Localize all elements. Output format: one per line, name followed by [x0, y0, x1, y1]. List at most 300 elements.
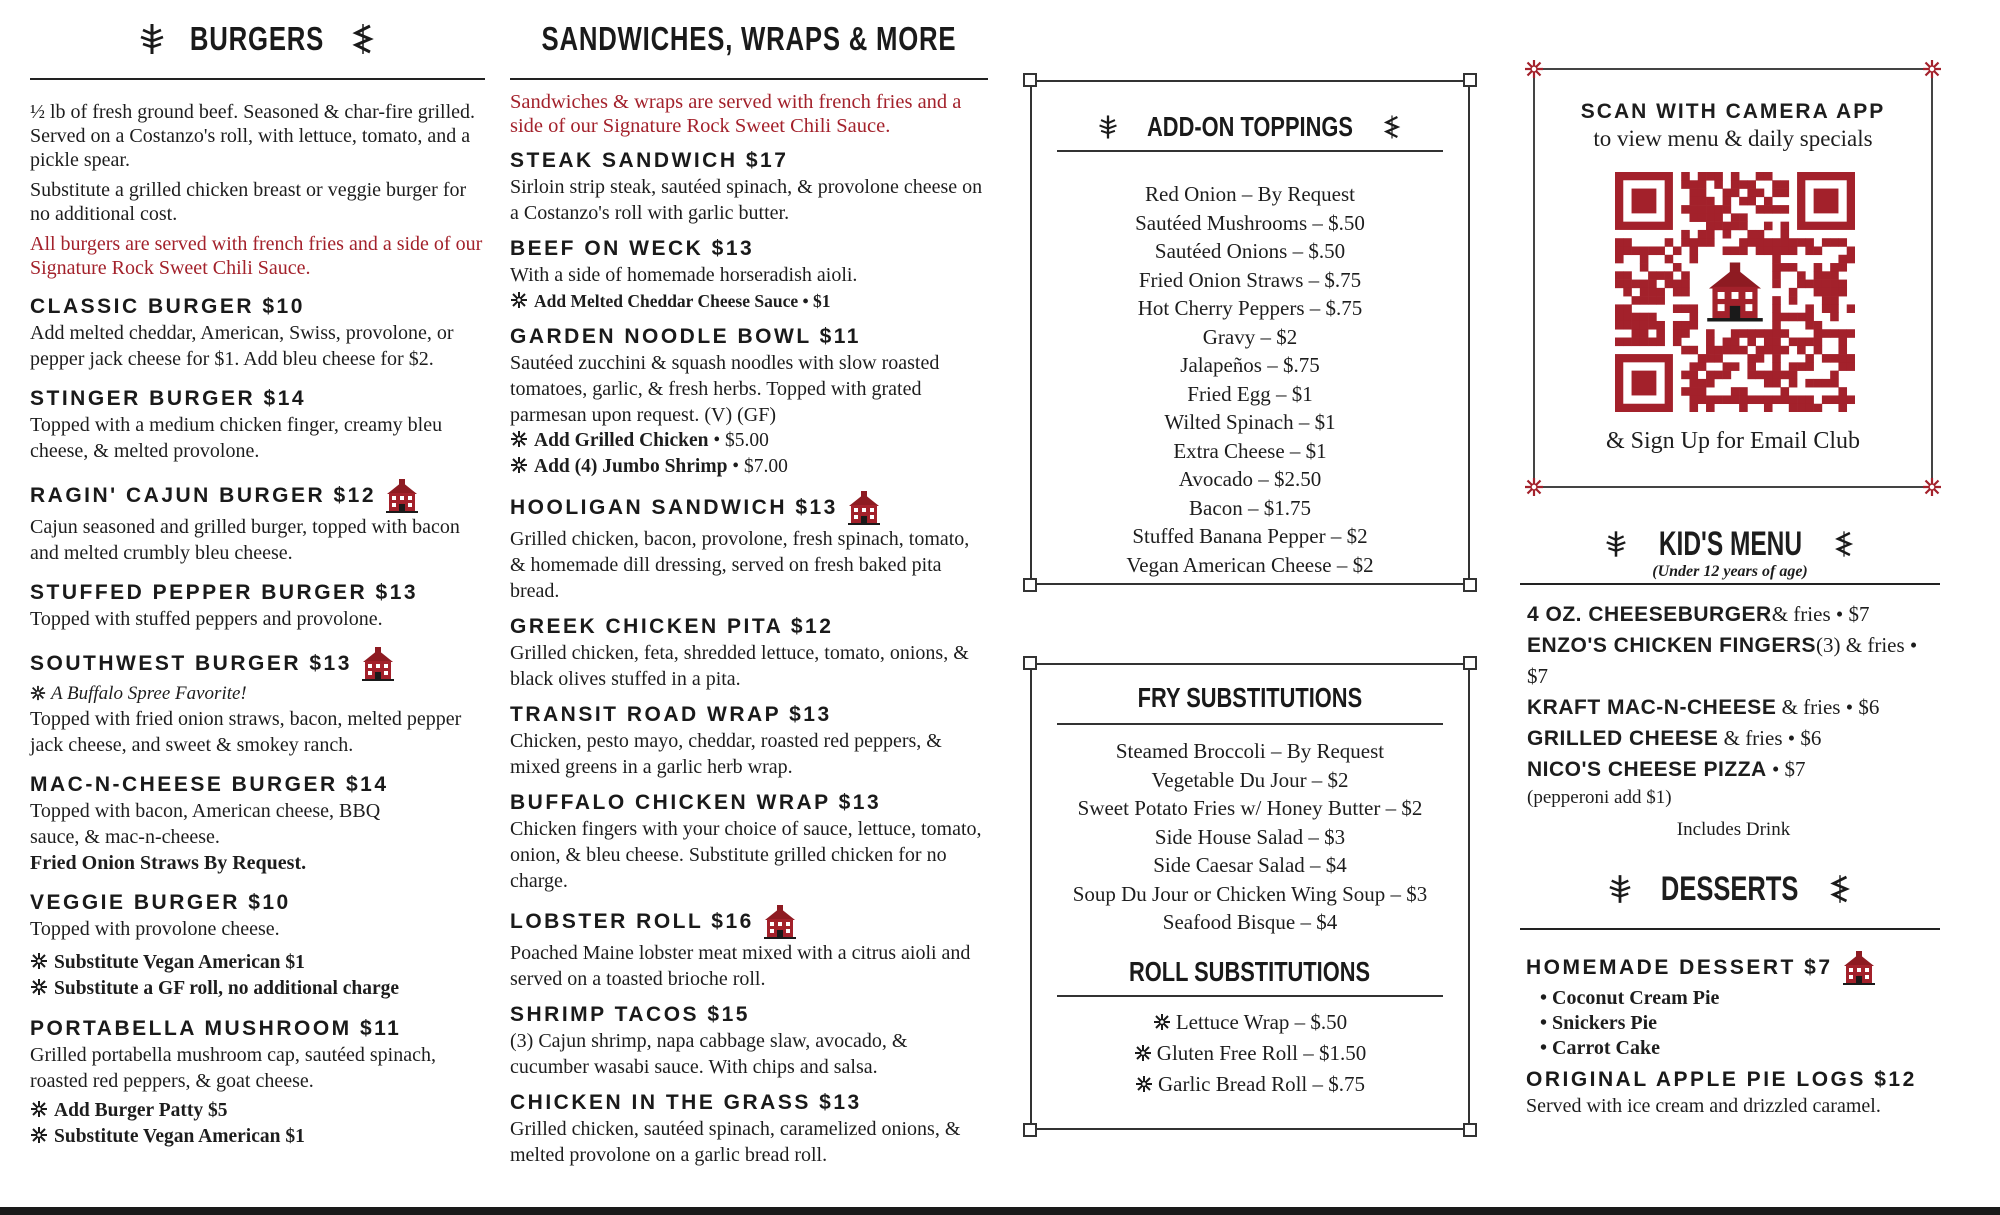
item-name: LOBSTER ROLL $16 [510, 910, 754, 933]
qr-module [1747, 230, 1756, 239]
rosette-icon [1525, 478, 1543, 496]
qr-module [1822, 329, 1831, 338]
qr-module [1706, 238, 1715, 247]
qr-module [1681, 271, 1690, 280]
qr-module [1772, 313, 1781, 322]
item-option: Add Grilled Chicken • $5.00 [510, 428, 988, 454]
qr-module [1706, 371, 1715, 380]
qr-module [1789, 338, 1798, 347]
qr-module [1739, 404, 1748, 412]
ornament-right-icon [1833, 530, 1855, 558]
qr-module [1615, 321, 1624, 330]
item-extra: Fried Onion Straws By Request. [30, 852, 307, 874]
list-item: ENZO'S CHICKEN FINGERS(3) & fries • $7 [1527, 633, 1918, 688]
qr-module [1689, 180, 1698, 189]
qr-module [1764, 395, 1773, 404]
qr-module [1764, 172, 1773, 181]
sandwiches-header [510, 0, 988, 80]
qr-module [1656, 288, 1665, 297]
item-name: PORTABELLA MUSHROOM $11 [30, 1017, 402, 1040]
qr-module [1756, 246, 1765, 255]
qr-module [1648, 246, 1657, 255]
qr-module [1830, 280, 1839, 289]
item-name: CLASSIC BURGER $10 [30, 295, 305, 318]
qr-module [1838, 280, 1847, 289]
burgers-header [30, 0, 485, 80]
qr-module [1656, 271, 1665, 280]
qr-module [1797, 395, 1806, 404]
list-item: Sautéed Onions – $.50 [1154, 239, 1346, 263]
qr-module [1723, 371, 1732, 380]
qr-module [1781, 222, 1790, 231]
qr-module [1698, 172, 1707, 181]
qr-module [1739, 329, 1748, 338]
qr-module [1747, 238, 1756, 247]
qr-module [1681, 230, 1690, 239]
qr-module [1847, 354, 1855, 363]
qr-module [1789, 379, 1798, 388]
qr-module [1632, 321, 1641, 330]
menu-item [510, 702, 988, 780]
qr-module [1698, 189, 1707, 198]
list-item: Seafood Bisque – $4 [1162, 910, 1338, 934]
qr-module [1772, 371, 1781, 380]
qr-module [1781, 205, 1790, 214]
qr-module [1747, 362, 1756, 371]
menu-item [510, 148, 988, 226]
qr-module [1648, 288, 1657, 297]
qr-module [1739, 180, 1748, 189]
qr-module [1615, 246, 1624, 255]
qr-module [1714, 180, 1723, 189]
qr-module [1706, 172, 1715, 181]
qr-module [1830, 296, 1839, 305]
qr-module [1789, 263, 1798, 272]
qr-module [1673, 321, 1682, 330]
fry-subs-title: FRY SUBSTITUTIONS [1137, 682, 1363, 713]
list-item: 4 OZ. CHEESEBURGER& fries • $7 [1527, 602, 1870, 626]
qr-module [1739, 238, 1748, 247]
qr-module [1772, 205, 1781, 214]
item-description: Topped with bacon, American cheese, BBQ sauce, & mac-n-cheese. [30, 800, 381, 848]
qr-module [1640, 280, 1649, 289]
list-item: Fried Egg – $1 [1187, 381, 1313, 406]
qr-module [1632, 329, 1641, 338]
item-option: Substitute a GF roll, no additional charge [30, 976, 485, 1002]
qr-module [1805, 404, 1814, 412]
qr-module [1632, 338, 1641, 347]
qr-module [1623, 288, 1632, 297]
qr-module [1756, 172, 1765, 181]
qr-module [1772, 263, 1781, 272]
qr-module [1623, 271, 1632, 280]
qr-module [1698, 180, 1707, 189]
qr-module [1772, 271, 1781, 280]
item-description: Grilled portabella mushroom cap, sautéed spinach, roasted red peppers, & goat cheese. [30, 1044, 436, 1092]
qr-module [1673, 246, 1682, 255]
qr-module [1847, 304, 1855, 313]
qr-module [1706, 338, 1715, 347]
kids-pizza-note: (pepperoni add $1) [1527, 787, 1672, 808]
qr-module [1623, 304, 1632, 313]
qr-module [1764, 346, 1773, 355]
qr-module [1838, 362, 1847, 371]
burgers-intro: ½ lb of fresh ground beef. Seasoned & char-fire grilled. Served on a Costanzo's roll, with lettuce, tomato, and a pickle spear. [30, 101, 475, 171]
substitutions-box [1030, 663, 1470, 1130]
qr-module [1756, 205, 1765, 214]
star-bullet-icon [30, 1126, 48, 1144]
qr-module [1822, 288, 1831, 297]
qr-module [1756, 329, 1765, 338]
qr-module [1814, 263, 1823, 272]
house-icon [360, 646, 396, 682]
ornament-right-icon [1382, 114, 1402, 140]
item-name: HOOLIGAN SANDWICH $13 [510, 496, 838, 519]
menu-item [510, 490, 988, 604]
house-icon [384, 478, 420, 514]
qr-module [1747, 338, 1756, 347]
list-item: GRILLED CHEESE & fries • $6 [1527, 726, 1822, 750]
ornament-left-icon [1605, 530, 1627, 558]
list-item: Extra Cheese – $1 [1173, 438, 1327, 463]
item-name: TRANSIT ROAD WRAP $13 [510, 703, 832, 726]
qr-module [1772, 338, 1781, 347]
ornament-left-icon [1608, 874, 1632, 904]
qr-module [1648, 313, 1657, 322]
qr-module [1714, 395, 1723, 404]
qr-module [1838, 255, 1847, 264]
ornament-left-icon [139, 23, 165, 55]
qr-module [1781, 346, 1790, 355]
item-description: Sautéed zucchini & squash noodles with slow roasted tomatoes, garlic, & fresh herbs. Topped with grated parmesan upon request. (V) (GF) [510, 352, 940, 426]
qr-module [1814, 246, 1823, 255]
qr-module [1781, 371, 1790, 380]
qr-module [1747, 197, 1756, 206]
qr-module [1706, 395, 1715, 404]
item-option: Add Melted Cheddar Cheese Sauce • $1 [510, 288, 988, 314]
qr-module [1814, 329, 1823, 338]
qr-module [1706, 404, 1715, 412]
star-bullet-icon [510, 291, 528, 309]
menu-item [510, 614, 988, 692]
item-name: SOUTHWEST BURGER $13 [30, 652, 352, 675]
qr-module [1640, 288, 1649, 297]
item-option: Add Burger Patty $5 [30, 1098, 485, 1124]
qr-module [1747, 371, 1756, 380]
sandwiches-intro: Sandwiches & wraps are served with french fries and a side of our Signature Rock Sweet Chili Sauce. [510, 91, 962, 137]
item-description: Grilled chicken, bacon, provolone, fresh spinach, tomato, & homemade dill dressing, served on fresh baked pita bread. [510, 528, 970, 602]
qr-module [1756, 189, 1765, 198]
addon-toppings-box [1030, 80, 1470, 585]
menu-item [510, 904, 988, 992]
house-icon [1841, 950, 1877, 986]
item-option: Substitute Vegan American $1 [30, 950, 485, 976]
qr-module [1615, 280, 1624, 289]
qr-module [1814, 338, 1823, 347]
desserts-header [1520, 850, 1940, 930]
qr-module [1772, 354, 1781, 363]
qr-module [1830, 395, 1839, 404]
qr-module [1805, 395, 1814, 404]
list-item: Sweet Potato Fries w/ Honey Butter – $2 [1077, 796, 1423, 820]
dessert-item-row [1526, 950, 1940, 986]
qr-module [1681, 329, 1690, 338]
qr-module [1814, 280, 1823, 289]
qr-module [1772, 296, 1781, 305]
item-name: CHICKEN IN THE GRASS $13 [510, 1091, 862, 1114]
fry-subs-header [1057, 673, 1443, 725]
qr-module [1673, 263, 1682, 272]
qr-module [1781, 189, 1790, 198]
menu-item [30, 294, 485, 372]
menu-item [30, 772, 485, 876]
qr-module [1681, 321, 1690, 330]
qr-module [1689, 346, 1698, 355]
qr-module [1739, 246, 1748, 255]
qr-module [1764, 238, 1773, 247]
qr-module [1723, 338, 1732, 347]
qr-module [1772, 180, 1781, 189]
item-note: A Buffalo Spree Favorite! [30, 682, 485, 706]
qr-module [1847, 395, 1855, 404]
qr-module [1789, 288, 1798, 297]
qr-module [1814, 379, 1823, 388]
qr-module [1797, 338, 1806, 347]
qr-code-box [1533, 68, 1933, 488]
qr-module [1814, 271, 1823, 280]
ornament-left-icon [1098, 114, 1118, 140]
list-item: Side Caesar Salad – $4 [1153, 853, 1347, 877]
qr-module [1830, 379, 1839, 388]
qr-module [1698, 379, 1707, 388]
qr-module [1764, 404, 1773, 412]
qr-module [1689, 304, 1698, 313]
item-description: Add melted cheddar, American, Swiss, provolone, or pepper jack cheese for $1. Add bleu cheese for $2. [30, 322, 454, 370]
qr-module [1739, 197, 1748, 206]
qr-module [1805, 321, 1814, 330]
qr-module [1822, 280, 1831, 289]
qr-module [1698, 362, 1707, 371]
qr-module [1830, 371, 1839, 380]
sandwiches-column [510, 0, 988, 1215]
qr-module [1698, 213, 1707, 222]
qr-module [1847, 255, 1855, 264]
qr-finder-pattern [1615, 354, 1673, 412]
qr-module [1764, 205, 1773, 214]
menu-item [30, 580, 485, 632]
qr-module [1681, 238, 1690, 247]
qr-module [1772, 379, 1781, 388]
qr-module [1747, 329, 1756, 338]
list-item: Vegetable Du Jour – $2 [1151, 767, 1349, 792]
qr-module [1615, 271, 1624, 280]
qr-module [1698, 238, 1707, 247]
qr-module [1615, 338, 1624, 347]
burgers-substitute-note: Substitute a grilled chicken breast or veggie burger for no additional cost. [30, 179, 467, 225]
qr-module [1689, 313, 1698, 322]
qr-module [1689, 205, 1698, 214]
desserts-title: DESSERTS [1661, 869, 1799, 908]
item-name: STINGER BURGER $14 [30, 387, 307, 410]
qr-module [1689, 404, 1698, 412]
roll-subs-title: ROLL SUBSTITUTIONS [1129, 955, 1371, 987]
qr-module [1698, 387, 1707, 396]
menu-item [30, 478, 485, 566]
qr-module [1640, 313, 1649, 322]
qr-module [1714, 213, 1723, 222]
qr-module [1640, 296, 1649, 305]
qr-subheading: to view menu & daily specials [1593, 126, 1873, 151]
qr-module [1648, 296, 1657, 305]
qr-module [1772, 346, 1781, 355]
kids-menu-subtitle: (Under 12 years of age) [1652, 563, 1808, 580]
menu-item [510, 790, 988, 894]
qr-email-club-text: & Sign Up for Email Club [1606, 428, 1860, 454]
qr-module [1805, 313, 1814, 322]
qr-module [1623, 280, 1632, 289]
qr-module [1739, 395, 1748, 404]
item-name-row [510, 904, 988, 940]
qr-module [1714, 222, 1723, 231]
qr-module [1764, 379, 1773, 388]
qr-module [1689, 238, 1698, 247]
qr-module [1723, 189, 1732, 198]
qr-module [1838, 387, 1847, 396]
qr-module [1739, 213, 1748, 222]
burgers-column [30, 0, 485, 1215]
item-name: ORIGINAL APPLE PIE LOGS $12 [1526, 1068, 1917, 1091]
qr-module [1689, 362, 1698, 371]
qr-module [1673, 288, 1682, 297]
qr-module [1838, 329, 1847, 338]
qr-module [1764, 371, 1773, 380]
dessert-choices [1526, 986, 1940, 1061]
qr-module [1781, 387, 1790, 396]
menu-item [510, 1090, 988, 1168]
qr-module [1706, 329, 1715, 338]
star-bullet-icon [1135, 1075, 1153, 1093]
star-bullet-icon [30, 978, 48, 996]
qr-module [1689, 246, 1698, 255]
qr-module [1640, 321, 1649, 330]
star-bullet-icon [30, 952, 48, 970]
qr-module [1805, 338, 1814, 347]
ornament-right-icon [1828, 874, 1852, 904]
qr-module [1838, 395, 1847, 404]
list-item: • Carrot Cake [1540, 1037, 1660, 1059]
qr-module [1731, 222, 1740, 231]
qr-module [1781, 246, 1790, 255]
qr-module [1739, 346, 1748, 355]
qr-module [1772, 321, 1781, 330]
qr-module [1673, 280, 1682, 289]
qr-module [1689, 255, 1698, 264]
qr-module [1656, 338, 1665, 347]
menu-item [510, 1002, 988, 1080]
qr-module [1822, 238, 1831, 247]
qr-module [1814, 288, 1823, 297]
qr-module [1797, 404, 1806, 412]
item-name: STUFFED PEPPER BURGER $13 [30, 581, 419, 604]
item-description: Topped with stuffed peppers and provolone. [30, 608, 383, 630]
qr-module [1723, 222, 1732, 231]
qr-module [1723, 205, 1732, 214]
qr-module [1706, 222, 1715, 231]
qr-module [1640, 338, 1649, 347]
qr-module [1797, 346, 1806, 355]
qr-module [1797, 271, 1806, 280]
qr-finder-pattern [1797, 172, 1855, 230]
qr-module [1632, 296, 1641, 305]
ornament-right-icon [350, 23, 376, 55]
qr-module [1656, 246, 1665, 255]
rosette-icon [1923, 478, 1941, 496]
qr-module [1673, 338, 1682, 347]
item-description: Topped with a medium chicken finger, creamy bleu cheese, & melted provolone. [30, 414, 443, 462]
qr-module [1789, 362, 1798, 371]
qr-module [1689, 387, 1698, 396]
qr-module [1764, 246, 1773, 255]
list-item: Sautéed Mushrooms – $.50 [1135, 210, 1365, 235]
qr-module [1615, 313, 1624, 322]
qr-code[interactable] [1615, 172, 1855, 412]
qr-module [1830, 354, 1839, 363]
qr-module [1814, 321, 1823, 330]
item-option: Add (4) Jumbo Shrimp • $7.00 [510, 454, 988, 480]
qr-module [1681, 180, 1690, 189]
star-bullet-icon [30, 685, 46, 701]
qr-module [1772, 255, 1781, 264]
kids-includes-drink: Includes Drink [1676, 819, 1791, 840]
qr-module [1723, 197, 1732, 206]
qr-module [1723, 395, 1732, 404]
qr-module [1797, 238, 1806, 247]
qr-module [1689, 371, 1698, 380]
qr-module [1822, 304, 1831, 313]
item-name: GARDEN NOODLE BOWL $11 [510, 325, 861, 348]
list-item: Avocado – $2.50 [1178, 467, 1322, 491]
qr-module [1714, 371, 1723, 380]
qr-module [1623, 313, 1632, 322]
qr-module [1714, 205, 1723, 214]
qr-module [1772, 238, 1781, 247]
fry-subs-list [1032, 737, 1468, 937]
qr-module [1681, 346, 1690, 355]
item-name: GREEK CHICKEN PITA $12 [510, 615, 834, 638]
qr-module [1665, 280, 1674, 289]
list-item: Jalapeños – $.75 [1180, 353, 1320, 377]
qr-module [1714, 172, 1723, 181]
qr-module [1698, 395, 1707, 404]
qr-module [1847, 329, 1855, 338]
qr-module [1772, 304, 1781, 313]
qr-module [1830, 313, 1839, 322]
kids-menu-list [1520, 585, 1940, 843]
qr-module [1656, 329, 1665, 338]
qr-module [1739, 222, 1748, 231]
qr-module [1623, 238, 1632, 247]
qr-module [1830, 329, 1839, 338]
list-item: Bacon – $1.75 [1189, 495, 1311, 520]
qr-module [1698, 197, 1707, 206]
addon-toppings-list [1032, 180, 1468, 579]
qr-module [1764, 329, 1773, 338]
star-bullet-icon [1134, 1044, 1152, 1062]
qr-module [1706, 197, 1715, 206]
qr-module [1789, 313, 1798, 322]
addon-toppings-title: ADD-ON TOPPINGS [1147, 111, 1353, 142]
qr-module [1689, 395, 1698, 404]
